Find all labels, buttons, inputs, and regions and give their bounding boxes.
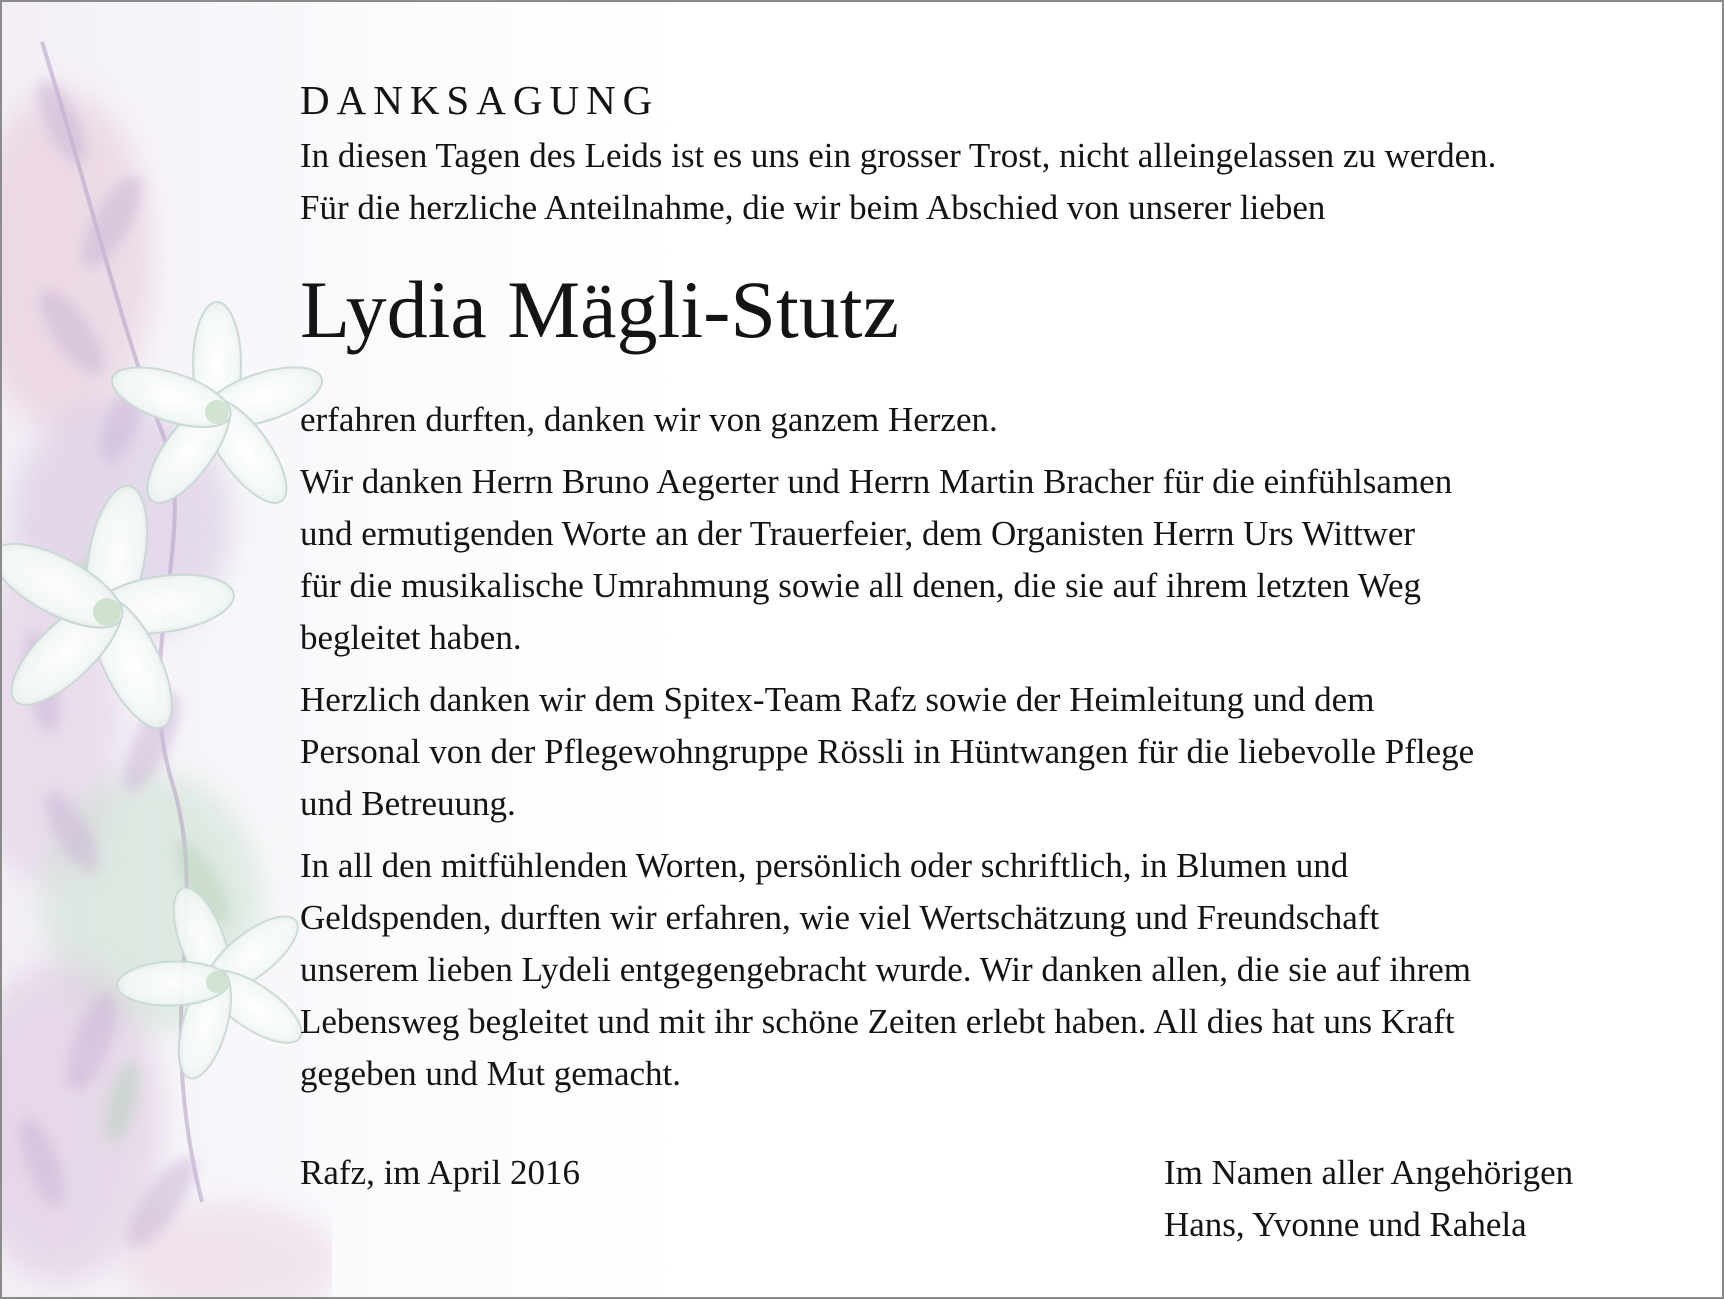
notice-footer — [300, 1147, 1690, 1257]
paragraph-line: Wir danken Herrn Bruno Aegerter und Herrn Martin Bracher für die einfühlsamen — [300, 462, 1453, 501]
intro-line: In diesen Tagen des Leids ist es uns ein grosser Trost, nicht alleingelassen zu werden. — [300, 136, 1497, 175]
signature-line: Im Namen aller Angehörigen — [1164, 1153, 1574, 1192]
paragraph-line: In all den mitfühlenden Worten, persönlich oder schriftlich, in Blumen und — [300, 846, 1349, 885]
paragraph-line: Personal von der Pflegewohngruppe Rössli in Hüntwangen für die liebevolle Pflege — [300, 732, 1475, 771]
paragraph-line: Lebensweg begleitet und mit ihr schöne Zeiten erlebt haben. All dies hat uns Kraft — [300, 1002, 1455, 1041]
signature-line: Hans, Yvonne und Rahela — [1164, 1205, 1527, 1244]
thanks-paragraph — [300, 674, 1690, 830]
intro-text — [300, 130, 1690, 234]
paragraph-line: Geldspenden, durften wir erfahren, wie viel Wertschätzung und Freundschaft — [300, 898, 1380, 937]
paragraph-line: und ermutigenden Worte an der Trauerfeier, dem Organisten Herrn Urs Wittwer — [300, 514, 1416, 553]
paragraph-line: erfahren durften, danken wir von ganzem Herzen. — [300, 400, 998, 439]
paragraph-line: begleitet haben. — [300, 618, 522, 657]
thanks-paragraph — [300, 840, 1690, 1100]
notice-heading: DANKSAGUNG — [300, 77, 660, 123]
paragraph-line: Herzlich danken wir dem Spitex-Team Rafz sowie der Heimleitung und dem — [300, 680, 1375, 719]
signature-block — [1164, 1147, 1573, 1251]
paragraph-line: gegeben und Mut gemacht. — [300, 1054, 682, 1093]
intro-line: Für die herzliche Anteilnahme, die wir beim Abschied von unserer lieben — [300, 188, 1326, 227]
floral-lily-border-icon — [2, 2, 332, 1297]
paragraph-line: und Betreuung. — [300, 784, 516, 823]
deceased-name: Lydia Mägli-Stutz — [300, 264, 899, 355]
thanks-paragraph — [300, 394, 1690, 446]
notice-body — [300, 72, 1690, 1110]
paragraph-line: unserem lieben Lydeli entgegengebracht wurde. Wir danken allen, die sie auf ihrem — [300, 950, 1471, 989]
paragraph-line: für die musikalische Umrahmung sowie all denen, die sie auf ihrem letzten Weg — [300, 566, 1422, 605]
place-date: Rafz, im April 2016 — [300, 1153, 580, 1192]
thanks-paragraph — [300, 456, 1690, 664]
